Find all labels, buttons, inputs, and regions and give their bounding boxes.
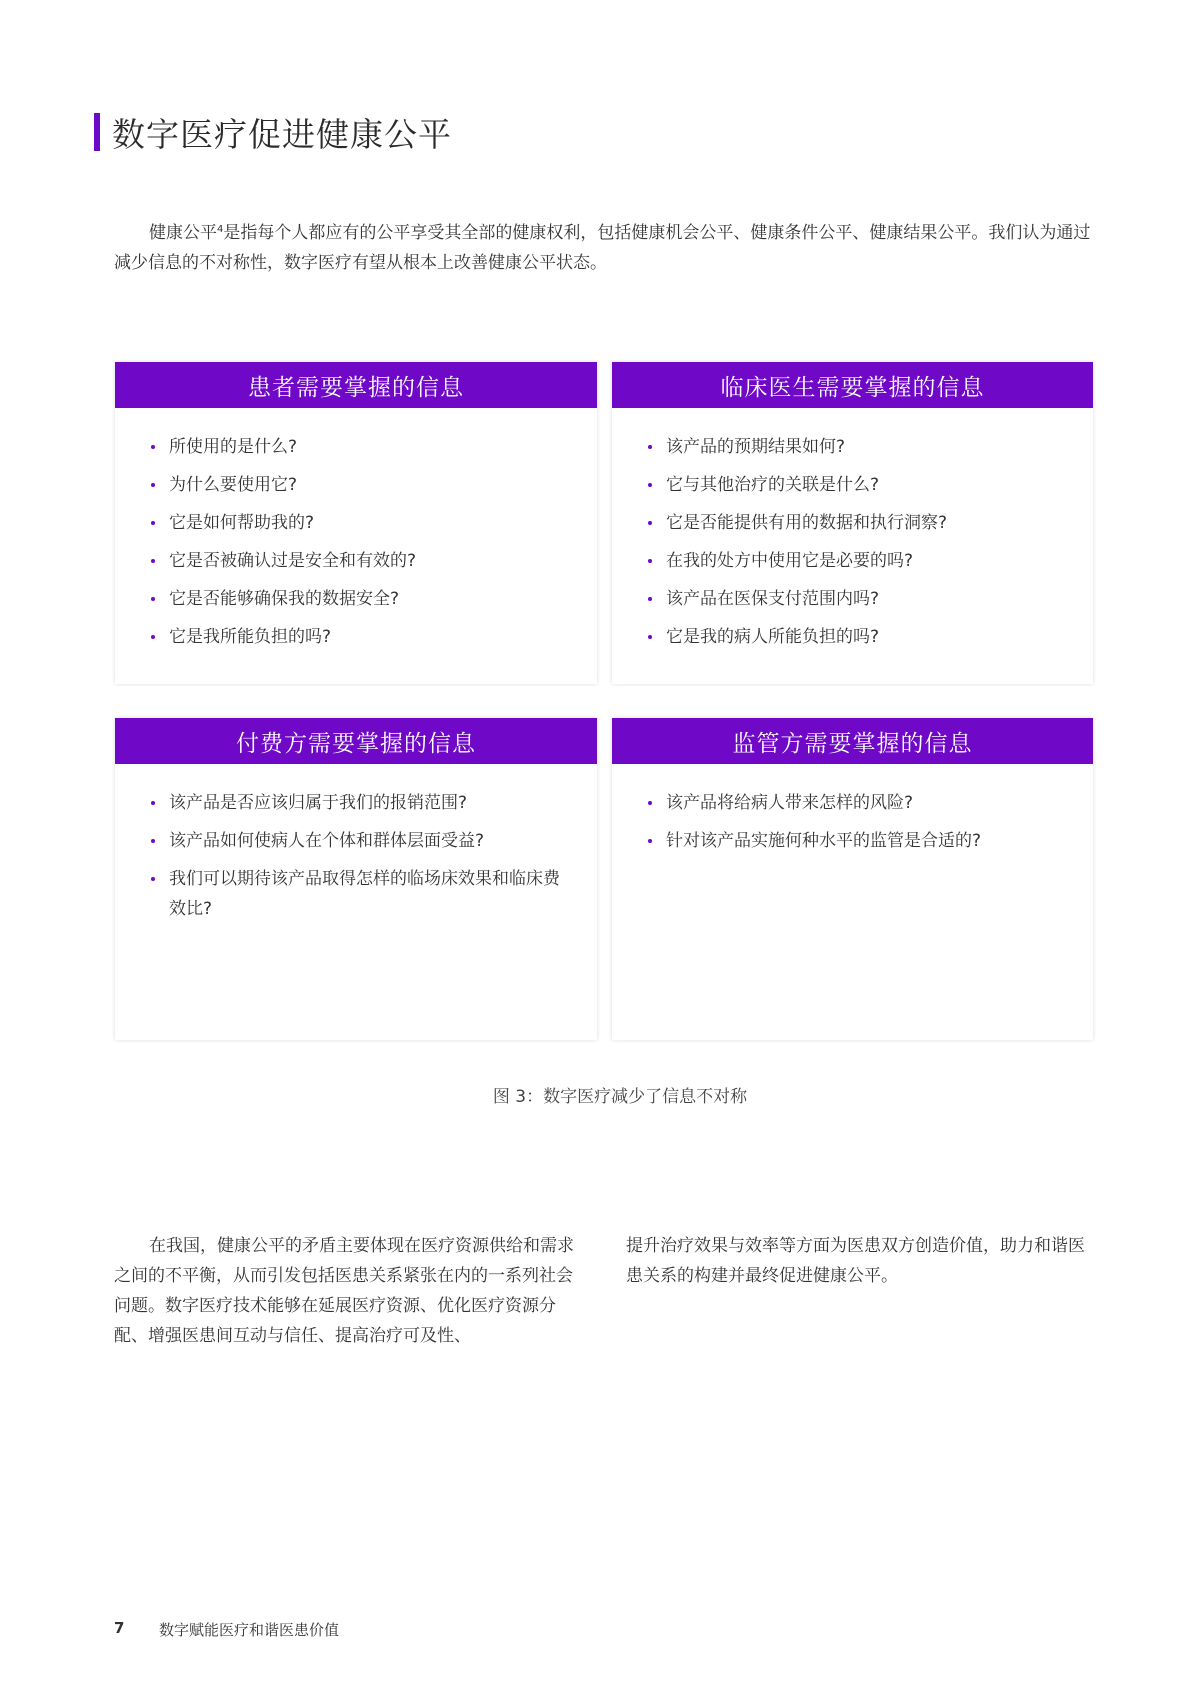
footer-doc-title: 数字赋能医疗和谐医患价值 <box>159 1621 340 1639</box>
bullet-icon <box>151 635 155 639</box>
bullet-icon <box>151 801 155 805</box>
list-item: 该产品的预期结果如何? <box>648 432 1093 462</box>
heading-accent-bar <box>94 113 100 151</box>
page-title: 数字医疗促进健康公平 <box>112 114 452 154</box>
list-item: 它是我所能负担的吗? <box>151 622 597 652</box>
bullet-icon <box>151 445 155 449</box>
bullet-icon <box>648 635 652 639</box>
card-payers-title: 付费方需要掌握的信息 <box>115 718 597 764</box>
bullet-icon <box>648 483 652 487</box>
page-footer <box>114 1619 339 1640</box>
intro-text-after: 是指每个人都应有的公平享受其全部的健康权利，包括健康机会公平、健康条件公平、健康结果公平。我们认为通过减少信息的不对称性，数字医疗有望从根本上改善健康公平状态。 <box>114 223 1091 273</box>
list-item: 该产品在医保支付范围内吗? <box>648 584 1093 614</box>
card-clinicians-title: 临床医生需要掌握的信息 <box>612 362 1093 408</box>
bullet-icon <box>648 801 652 805</box>
card-patients-title: 患者需要掌握的信息 <box>115 362 597 408</box>
list-item: 所使用的是什么? <box>151 432 597 462</box>
list-item: 它与其他治疗的关联是什么? <box>648 470 1093 500</box>
list-item: 它是否能够确保我的数据安全? <box>151 584 597 614</box>
body-column-left: 在我国，健康公平的矛盾主要体现在医疗资源供给和需求之间的不平衡，从而引发包括医患关系紧张在内的一系列社会问题。数字医疗技术能够在延展医疗资源、优化医疗资源分配、增强医患间互动与信任、提高治疗可及性、 <box>114 1236 574 1346</box>
bullet-icon <box>151 597 155 601</box>
figure-caption: 图 3：数字医疗减少了信息不对称 <box>492 1087 748 1107</box>
bullet-icon <box>151 839 155 843</box>
bullet-icon <box>151 521 155 525</box>
list-item: 该产品将给病人带来怎样的风险? <box>648 788 1093 818</box>
intro-text-before: 健康公平 <box>149 223 217 243</box>
list-item: 它是我的病人所能负担的吗? <box>648 622 1093 652</box>
card-patients <box>115 362 597 684</box>
list-item: 它是如何帮助我的? <box>151 508 597 538</box>
page-number: 7 <box>114 1619 125 1637</box>
bullet-icon <box>648 445 652 449</box>
card-regulators-list <box>612 764 1093 856</box>
card-clinicians-list <box>612 408 1093 652</box>
list-item: 针对该产品实施何种水平的监管是合适的? <box>648 826 1093 856</box>
card-regulators-title: 监管方需要掌握的信息 <box>612 718 1093 764</box>
intro-paragraph <box>114 215 1094 278</box>
bullet-icon <box>648 597 652 601</box>
page-heading <box>94 112 452 152</box>
footnote-ref[interactable]: 4 <box>217 224 224 235</box>
card-payers-list <box>115 764 597 924</box>
bullet-icon <box>648 839 652 843</box>
list-item: 它是否能提供有用的数据和执行洞察? <box>648 508 1093 538</box>
card-regulators <box>612 718 1093 1040</box>
list-item: 该产品如何使病人在个体和群体层面受益? <box>151 826 597 856</box>
list-item: 我们可以期待该产品取得怎样的临场床效果和临床费效比? <box>151 864 597 924</box>
card-patients-list <box>115 408 597 652</box>
bullet-icon <box>151 559 155 563</box>
list-item: 在我的处方中使用它是必要的吗? <box>648 546 1093 576</box>
card-payers <box>115 718 597 1040</box>
card-clinicians <box>612 362 1093 684</box>
bullet-icon <box>648 559 652 563</box>
list-item: 它是否被确认过是安全和有效的? <box>151 546 597 576</box>
bullet-icon <box>151 877 155 881</box>
bullet-icon <box>648 521 652 525</box>
list-item: 该产品是否应该归属于我们的报销范围? <box>151 788 597 818</box>
body-column-right: 提升治疗效果与效率等方面为医患双方创造价值，助力和谐医患关系的构建并最终促进健康公平。 <box>626 1236 1085 1286</box>
bullet-icon <box>151 483 155 487</box>
list-item: 为什么要使用它? <box>151 470 597 500</box>
